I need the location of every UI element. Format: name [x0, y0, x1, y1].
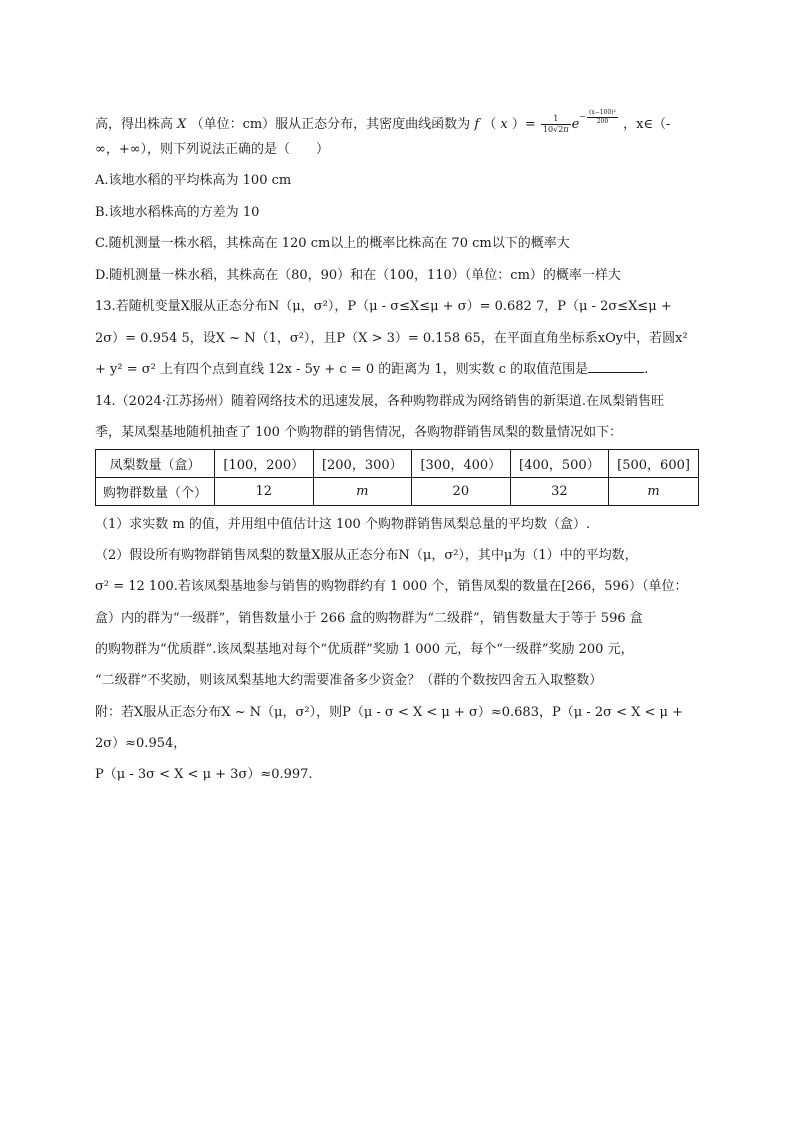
- q14-part2-line3: 盒）内的群为“一级群”，销售数量小于 266 盒的购物群为“二级群”，销售数量大于等于 596 盒: [95, 611, 643, 626]
- period: .: [644, 362, 649, 377]
- table-cell: [200，300）: [313, 450, 412, 478]
- answer-blank[interactable]: [588, 360, 644, 373]
- table-row: [96, 478, 699, 506]
- table-cell: [313, 478, 412, 506]
- var-m: m: [356, 484, 369, 499]
- option-c: C.随机测量一株水稻，其株高在 120 cm以上的概率比株高在 70 cm以下的概率大: [95, 236, 570, 251]
- table-cell: 20: [412, 478, 511, 506]
- q12-text: 高，得出株高: [95, 117, 174, 132]
- table-cell: [400，500）: [510, 450, 609, 478]
- fraction-numerator: 1: [541, 114, 571, 125]
- table-cell: [609, 478, 699, 506]
- density-fraction: [541, 114, 571, 135]
- table-cell: 32: [510, 478, 609, 506]
- option-a: A.该地水稻的平均株高为 100 cm: [95, 173, 292, 188]
- table-cell: [300，400）: [412, 450, 511, 478]
- exponent: [579, 108, 619, 125]
- q13-text: + y² = σ² 上有四个点到直线 12x - 5y + c = 0 的距离为 1，则实数 c 的取值范围是: [95, 362, 589, 377]
- table-cell: [500，600]: [609, 450, 699, 478]
- q13-line3: [95, 360, 648, 380]
- table-cell: 购物群数量（个）: [96, 478, 215, 506]
- func-f: f: [474, 117, 480, 132]
- q13-line2: 2σ）= 0.954 5，设X ~ N（1，σ²），且P（X > 3）= 0.158 65，在平面直角坐标系xOy中，若圆x²: [95, 331, 688, 346]
- table-row: [96, 450, 699, 478]
- exponent-sign: −: [579, 112, 586, 121]
- table-cell: [100，200）: [215, 450, 314, 478]
- table-cell: 凤梨数量（盒）: [96, 450, 215, 478]
- q14-line2: 季，某凤梨基地随机抽查了 100 个购物群的销售情况，各购物群销售凤梨的数量情况如下：: [95, 425, 623, 440]
- frequency-table: [95, 449, 699, 506]
- var-x-lower: x: [500, 117, 508, 132]
- table-cell: 12: [215, 478, 314, 506]
- appendix-line3: P（μ - 3σ < X < μ + 3σ）≈0.997.: [95, 767, 313, 782]
- var-m: m: [647, 484, 660, 499]
- paren: （: [483, 117, 497, 132]
- option-b: B.该地水稻株高的方差为 10: [95, 205, 260, 220]
- appendix-line2: 2σ）≈0.954，: [95, 736, 187, 751]
- q14-part2-line4: 的购物群为“优质群”.该凤梨基地对每个“优质群”奖励 1 000 元，每个“一级群”奖励 200 元，: [95, 642, 634, 657]
- q12-line2: ∞，+∞），则下列说法正确的是（ ）: [95, 142, 330, 157]
- equals: ）=: [511, 117, 536, 132]
- q14-line1: 14.（2024·江苏扬州）随着网络技术的迅速发展，各种购物群成为网络销售的新渠道.在凤梨销售旺: [95, 394, 665, 409]
- exponent-fraction: [587, 109, 618, 126]
- q12-line1: [95, 107, 670, 135]
- euler-e: e: [571, 117, 580, 132]
- q14-part2-line1: （2）假设所有购物群销售凤梨的数量X服从正态分布N（μ，σ²），其中μ为（1）中的平均数，: [95, 548, 638, 563]
- fraction-denominator: 10√2π: [542, 125, 569, 134]
- var-x: X: [177, 117, 187, 132]
- q13-line1: 13.若随机变量X服从正态分布N（μ，σ²），P（μ - σ≤X≤μ + σ）= 0.682 7，P（μ - 2σ≤X≤μ +: [95, 299, 672, 314]
- q14-part2-line2: σ² = 12 100.若该凤梨基地参与销售的购物群约有 1 000 个，销售凤梨的数量在[266，596）（单位：: [95, 579, 688, 594]
- exponent-numerator: (x−100)²: [588, 108, 616, 116]
- option-d: D.随机测量一株水稻，其株高在（80，90）和在（100，110）（单位：cm）的概率一样大: [95, 268, 621, 283]
- appendix-line1: 附：若X服从正态分布X ~ N（μ，σ²），则P（μ - σ < X < μ + σ）≈0.683，P（μ - 2σ < X < μ +: [95, 705, 684, 720]
- q14-part2-line5: “二级群”不奖励，则该凤梨基地大约需要准备多少资金？（群的个数按四舍五入取整数）: [95, 673, 603, 688]
- exponent-denominator: 200: [596, 117, 609, 125]
- q14-part1: （1）求实数 m 的值，并用组中值估计这 100 个购物群销售凤梨总量的平均数（盒）.: [95, 517, 591, 532]
- q12-text: （单位：cm）服从正态分布，其密度曲线函数为: [190, 117, 471, 132]
- q12-text: ，x∈（-: [623, 117, 671, 132]
